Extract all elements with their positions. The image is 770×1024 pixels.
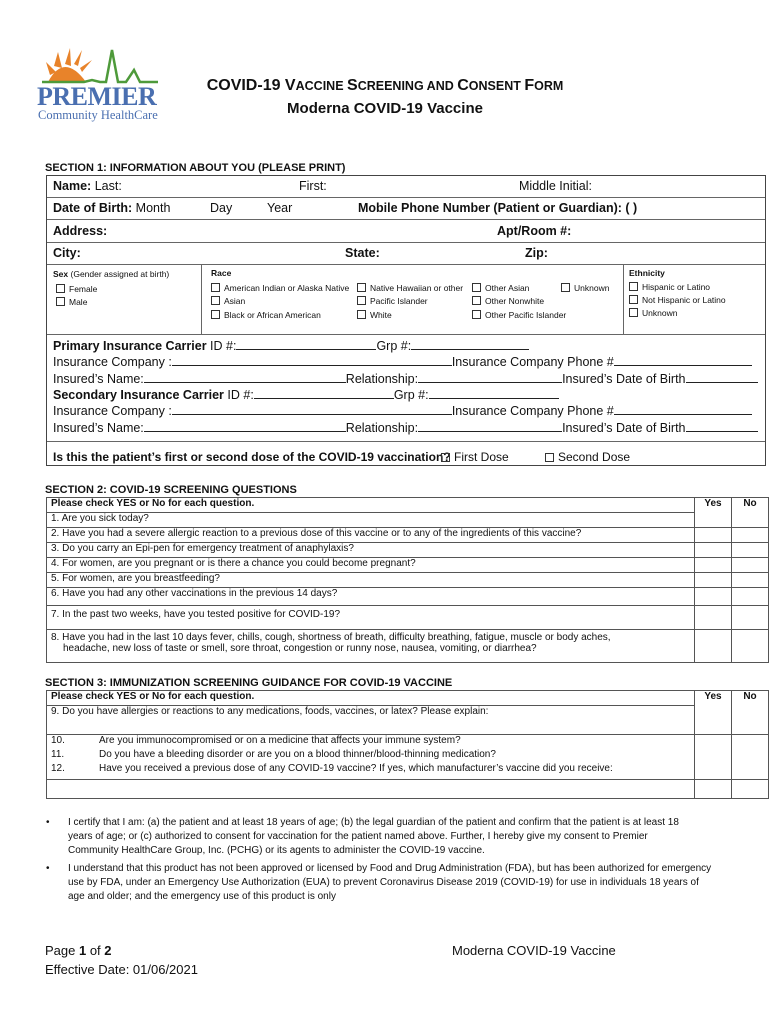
- q8-no-cell[interactable]: [732, 630, 769, 663]
- question-2: 2. Have you had a severe allergic reaction to a previous dose of this vaccine or to any of the ingredients of this vaccine?: [47, 528, 695, 543]
- checkbox-icon[interactable]: [545, 453, 554, 462]
- q3-yes-cell[interactable]: [695, 543, 732, 558]
- primary-relationship-input[interactable]: [418, 371, 562, 383]
- section3-no-header: No: [732, 691, 769, 735]
- questions-10-12: 10. Are you immunocompromised or on a medicine that affects your immune system? 11. Do you have a bleeding disorder or are you on a blood thinner/blood-thinning medication? 12. Have you received a previous dose of any COVID-19 vaccine? If yes, which manufacturer’s vaccine did you receive:: [47, 735, 695, 780]
- checkbox-icon[interactable]: [472, 283, 481, 292]
- checkbox-icon[interactable]: [357, 283, 366, 292]
- q12-yes-cell[interactable]: [695, 780, 732, 799]
- form-subtitle: Moderna COVID-19 Vaccine: [287, 100, 483, 117]
- race-option[interactable]: Other Asian: [472, 283, 529, 293]
- checkbox-icon[interactable]: [629, 308, 638, 317]
- q12-no-cell[interactable]: [732, 780, 769, 799]
- primary-id-input[interactable]: [236, 338, 376, 350]
- logo-wordmark: PREMIER: [37, 82, 157, 111]
- primary-carrier-label: Primary Insurance Carrier: [53, 339, 207, 353]
- q5-yes-cell[interactable]: [695, 573, 732, 588]
- apt-field[interactable]: Apt/Room #:: [497, 224, 572, 238]
- zip-field[interactable]: Zip:: [525, 246, 548, 260]
- sex-male-option[interactable]: Male: [56, 297, 87, 307]
- race-option[interactable]: Black or African American: [211, 310, 321, 320]
- phone-field[interactable]: Mobile Phone Number (Patient or Guardian): (: [358, 201, 630, 215]
- checkbox-icon[interactable]: [441, 453, 450, 462]
- question-12-answer[interactable]: [47, 780, 695, 799]
- form-title: COVID-19 VACCINE SCREENING AND CONSENT FORM: [206, 77, 564, 94]
- section1-heading: SECTION 1: INFORMATION ABOUT YOU (PLEASE PRINT): [45, 162, 346, 174]
- checkbox-icon[interactable]: [357, 310, 366, 319]
- q6-yes-cell[interactable]: [695, 588, 732, 606]
- race-option[interactable]: Other Nonwhite: [472, 296, 544, 306]
- q7-yes-cell[interactable]: [695, 606, 732, 630]
- checkbox-icon[interactable]: [211, 296, 220, 305]
- primary-insured-name-input[interactable]: [144, 371, 346, 383]
- question-6: 6. Have you had any other vaccinations in the previous 14 days?: [47, 588, 695, 606]
- checkbox-icon[interactable]: [472, 310, 481, 319]
- section2-yes-header: Yes: [695, 498, 732, 528]
- section3-yes-header: Yes: [695, 691, 732, 735]
- secondary-company-input[interactable]: [172, 403, 452, 415]
- section2-table: [46, 497, 769, 663]
- q4-yes-cell[interactable]: [695, 558, 732, 573]
- dob-year-field[interactable]: Year: [267, 201, 293, 215]
- secondary-insured-name-input[interactable]: [144, 420, 346, 432]
- sex-female-option[interactable]: Female: [56, 284, 97, 294]
- dose-question: Is this the patient’s first or second dose of the COVID-19 vaccination?: [53, 450, 451, 464]
- race-option[interactable]: Pacific Islander: [357, 296, 428, 306]
- q2-no-cell[interactable]: [732, 528, 769, 543]
- secondary-carrier-label: Secondary Insurance Carrier: [53, 388, 224, 402]
- q5-no-cell[interactable]: [732, 573, 769, 588]
- race-option[interactable]: Native Hawaiian or other: [357, 283, 463, 293]
- first-name-field[interactable]: First:: [299, 179, 327, 193]
- ethnicity-option[interactable]: Not Hispanic or Latino: [629, 295, 726, 305]
- question-8: 8. Have you had in the last 10 days fever, chills, cough, shortness of breath, difficulty breathing, fatigue, muscle or body aches, headache, new loss of taste or smell, sore throat, congestion or runny nose, nausea, vomiting, or diarrhea?: [47, 630, 695, 663]
- ethnicity-option[interactable]: Hispanic or Latino: [629, 282, 710, 292]
- q3-no-cell[interactable]: [732, 543, 769, 558]
- sex-note: (Gender assigned at birth): [70, 269, 170, 279]
- secondary-grp-input[interactable]: [429, 387, 559, 399]
- secondary-relationship-input[interactable]: [418, 420, 562, 432]
- section3-heading: SECTION 3: IMMUNIZATION SCREENING GUIDANCE FOR COVID-19 VACCINE: [45, 677, 453, 689]
- checkbox-icon[interactable]: [472, 296, 481, 305]
- checkbox-icon[interactable]: [629, 282, 638, 291]
- effective-date: Effective Date: 01/06/2021: [45, 962, 198, 977]
- q7-no-cell[interactable]: [732, 606, 769, 630]
- checkbox-icon[interactable]: [211, 310, 220, 319]
- q10-12-yes-cell[interactable]: [695, 735, 732, 780]
- name-label: Name:: [53, 179, 92, 193]
- q6-no-cell[interactable]: [732, 588, 769, 606]
- certify-bullet-2: • I understand that this product has not been approved or licensed by Food and Drug Administration (FDA), but has been authorized for emergency use by FDA, under an Emergency Use Authorization (EUA) to prevent Coronavirus Disease 2019 (COVID-19) for use in individuals 18 years of age and older; and the emergency use of this product is only: [46, 863, 712, 902]
- question-3: 3. Do you carry an Epi-pen for emergency treatment of anaphylaxis?: [47, 543, 695, 558]
- checkbox-icon[interactable]: [561, 283, 570, 292]
- section1-box: Name: Last: First: Middle Initial: Date of Birth: Month Day Year Mobile Phone Number (Patient or Guardian): ( ) Address: Apt/Room #: City: State: Zip: Sex (Gender assigned at birth) Female Male Race American Indian or Alaska Native Asian Black or African American Native Hawaiian or other Pacific Islander White Other Asian Other Nonwhite Other Pacific Islander Unknown Ethnicity Hispanic or Latino Not Hispanic or Latino Unknown Primary Insurance Carrier ID #: Grp #: Insurance Company : Insurance Company Phone # Insured’s Name: Relationship: Insured’s Date of Birth Secondary Insurance Carrier ID #: Grp #: Insurance Company : Insurance Company Phone # Insured’s Name: Relationship: Insured’s Date of Birth Is this the patient’s first or second dose of the COVID-19 vaccination? First Dose Second Dose: [46, 175, 766, 466]
- checkbox-icon[interactable]: [56, 297, 65, 306]
- checkbox-icon[interactable]: [357, 296, 366, 305]
- logo-subtitle: Community HealthCare: [38, 108, 158, 122]
- city-field[interactable]: City:: [53, 246, 81, 260]
- race-option[interactable]: Unknown: [561, 283, 609, 293]
- dob-label: Date of Birth:: [53, 201, 133, 215]
- question-4: 4. For women, are you pregnant or is there a chance you could become pregnant?: [47, 558, 695, 573]
- second-dose-option[interactable]: Second Dose: [545, 450, 630, 464]
- race-option[interactable]: Asian: [211, 296, 245, 306]
- race-option[interactable]: American Indian or Alaska Native: [211, 283, 349, 293]
- race-option[interactable]: Other Pacific Islander: [472, 310, 566, 320]
- certify-bullet-1: • I certify that I am: (a) the patient and at least 18 years of age; (b) the legal guardian of the patient and confirm that the patient is at least 18 years of age; or (c) authorized to consent for vaccination for the patient named above. Further, I hereby give my consent to Premier Community HealthCare Group, Inc. (PCHG) or its agents to administer the COVID-19 vaccine.: [46, 817, 679, 856]
- q4-no-cell[interactable]: [732, 558, 769, 573]
- checkbox-icon[interactable]: [211, 283, 220, 292]
- primary-phone-input[interactable]: [614, 354, 752, 366]
- section2-no-header: No: [732, 498, 769, 528]
- secondary-id-input[interactable]: [254, 387, 394, 399]
- last-name-field[interactable]: Last:: [94, 179, 122, 193]
- ethnicity-option[interactable]: Unknown: [629, 308, 677, 318]
- primary-insured-dob-input[interactable]: [686, 371, 758, 383]
- footer-vaccine-name: Moderna COVID-19 Vaccine: [452, 943, 616, 958]
- checkbox-icon[interactable]: [629, 295, 638, 304]
- primary-company-input[interactable]: [172, 354, 452, 366]
- secondary-phone-input[interactable]: [614, 403, 752, 415]
- dob-month-field[interactable]: Month: [135, 201, 171, 215]
- race-option[interactable]: White: [357, 310, 392, 320]
- question-1: 1. Are you sick today?: [47, 513, 695, 528]
- page-number: Page 1 of 2: [45, 943, 112, 958]
- section3-table: [46, 690, 769, 799]
- q10-12-no-cell[interactable]: [732, 735, 769, 780]
- address-field[interactable]: Address:: [53, 224, 108, 238]
- sex-label: Sex: [53, 269, 69, 279]
- q2-yes-cell[interactable]: [695, 528, 732, 543]
- race-label: Race: [211, 268, 232, 278]
- secondary-insured-dob-input[interactable]: [686, 420, 758, 432]
- section3-instructions: Please check YES or No for each question.: [47, 691, 695, 706]
- state-field[interactable]: State:: [345, 246, 380, 260]
- primary-grp-input[interactable]: [411, 338, 529, 350]
- ethnicity-label: Ethnicity: [629, 268, 665, 278]
- first-dose-option[interactable]: First Dose: [441, 450, 509, 464]
- dob-day-field[interactable]: Day: [210, 201, 233, 215]
- q8-yes-cell[interactable]: [695, 630, 732, 663]
- question-7: 7. In the past two weeks, have you tested positive for COVID-19?: [47, 606, 695, 630]
- middle-initial-field[interactable]: Middle Initial:: [519, 179, 592, 193]
- section2-heading: SECTION 2: COVID-19 SCREENING QUESTIONS: [45, 484, 297, 496]
- question-5: 5. For women, are you breastfeeding?: [47, 573, 695, 588]
- checkbox-icon[interactable]: [56, 284, 65, 293]
- question-9: 9. Do you have allergies or reactions to any medications, foods, vaccines, or latex? Please explain:: [47, 706, 695, 735]
- phone-close-paren: ): [633, 201, 638, 215]
- section2-instructions: Please check YES or No for each question.: [47, 498, 695, 513]
